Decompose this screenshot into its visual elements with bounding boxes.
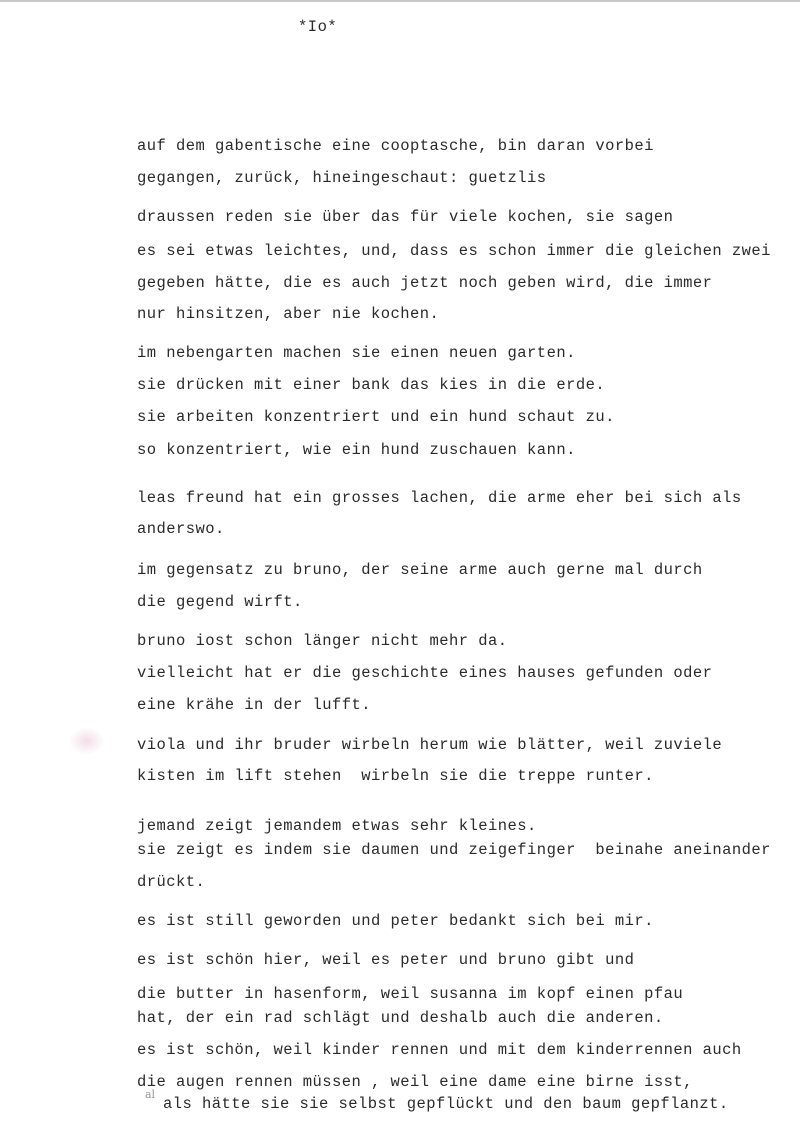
text-line: leas freund hat ein grosses lachen, die arme eher bei sich als xyxy=(137,489,742,507)
text-line: viola und ihr bruder wirbeln herum wie blätter, weil zuviele xyxy=(137,736,723,754)
text-line: nur hinsitzen, aber nie kochen. xyxy=(137,305,440,323)
text-line: es ist schön hier, weil es peter und bruno gibt und xyxy=(137,951,635,969)
text-line: bruno iost schon länger nicht mehr da. xyxy=(137,632,508,650)
text-line: es ist still geworden und peter bedankt sich bei mir. xyxy=(137,912,654,930)
text-line: kisten im lift stehen wirbeln sie die treppe runter. xyxy=(137,767,654,785)
text-line: vielleicht hat er die geschichte eines hauses gefunden oder xyxy=(137,664,713,682)
text-line: die butter in hasenform, weil susanna im kopf einen pfau xyxy=(137,985,684,1003)
text-line: draussen reden sie über das für viele kochen, sie sagen xyxy=(137,208,674,226)
text-line: im nebengarten machen sie einen neuen garten. xyxy=(137,344,576,362)
text-line: sie drücken mit einer bank das kies in die erde. xyxy=(137,376,606,394)
text-line: jemand zeigt jemandem etwas sehr kleines. xyxy=(137,817,537,835)
page-number: *Io* xyxy=(298,18,338,36)
text-line: gegangen, zurück, hineingeschaut: guetzlis xyxy=(137,169,547,187)
text-line: so konzentriert, wie ein hund zuschauen kann. xyxy=(137,441,576,459)
text-line: eine krähe in der lufft. xyxy=(137,696,372,714)
text-line: hat, der ein rad schlägt und deshalb auch die anderen. xyxy=(137,1009,664,1027)
text-line: auf dem gabentische eine cooptasche, bin daran vorbei xyxy=(137,137,654,155)
text-line: im gegensatz zu bruno, der seine arme auch gerne mal durch xyxy=(137,561,703,579)
text-line: es sei etwas leichtes, und, dass es schon immer die gleichen zwei xyxy=(137,242,771,260)
text-line: drückt. xyxy=(137,873,206,891)
text-line: als hätte sie sie selbst gepflückt und den baum gepflanzt. xyxy=(163,1095,729,1113)
text-line: sie zeigt es indem sie daumen und zeigefinger beinahe aneinander xyxy=(137,841,771,859)
text-line: gegeben hätte, die es auch jetzt noch geben wird, die immer xyxy=(137,274,713,292)
text-line: die augen rennen müssen , weil eine dame eine birne isst, xyxy=(137,1073,693,1091)
text-line: es ist schön, weil kinder rennen und mit dem kinderrennen auch xyxy=(137,1041,742,1059)
page-top-edge xyxy=(0,0,800,2)
paper-smudge xyxy=(70,728,104,754)
text-line: anderswo. xyxy=(137,520,225,538)
margin-note: al xyxy=(145,1088,156,1101)
text-line: sie arbeiten konzentriert und ein hund schaut zu. xyxy=(137,408,615,426)
text-line: die gegend wirft. xyxy=(137,593,303,611)
